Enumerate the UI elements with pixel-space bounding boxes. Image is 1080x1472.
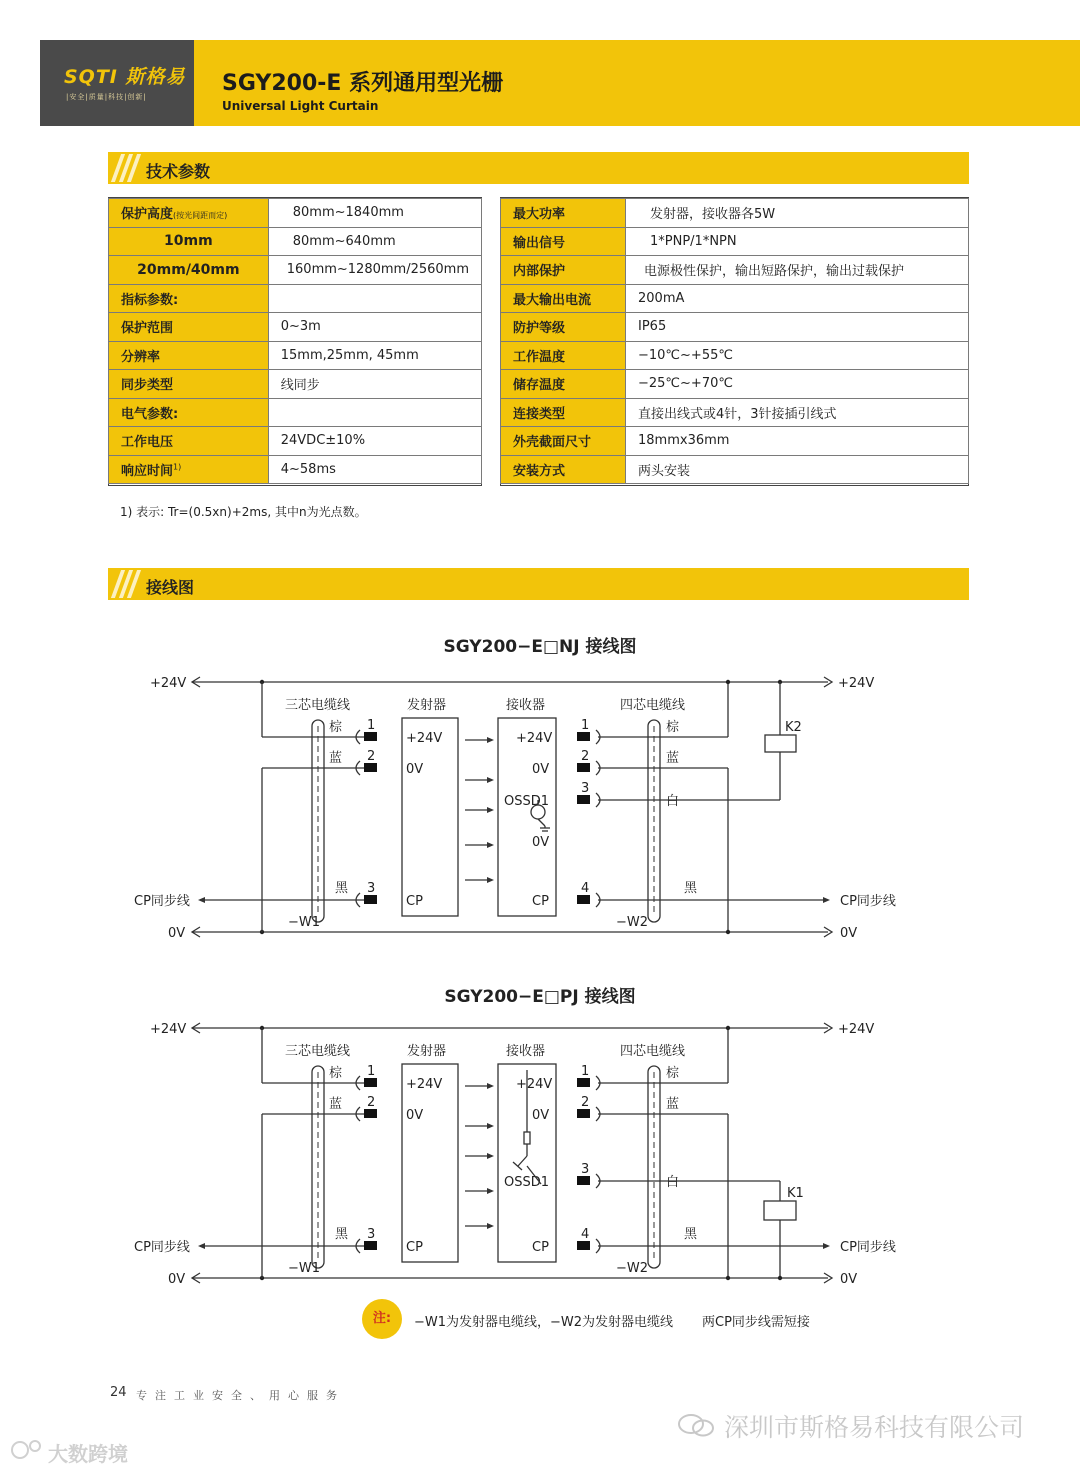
arrow-head-icon (487, 1083, 494, 1089)
pin-icon (577, 1176, 590, 1185)
spec-key: 最大输出电流 (501, 284, 626, 313)
specs-right-table (500, 198, 969, 484)
receiver-terminal-24v: +24V (516, 1077, 553, 1092)
table-row (501, 398, 969, 427)
receiver-terminal-0v: 0V (532, 762, 550, 777)
table-row (109, 341, 482, 370)
arrow-head-icon (487, 777, 494, 783)
label-brown-right: 棕 (666, 720, 680, 735)
junction-dot (726, 680, 730, 684)
pin-icon (577, 895, 590, 904)
spec-key: 最大功率 (501, 199, 626, 228)
pin-icon (577, 795, 590, 804)
pin-icon (577, 763, 590, 772)
spec-key: 连接类型 (501, 398, 626, 427)
label-receiver: 接收器 (506, 1044, 546, 1059)
label-cable3: 三芯电缆线 (285, 1044, 351, 1059)
pin-number: 1 (367, 718, 376, 733)
table-row (501, 341, 969, 370)
diagram-nj-title: SGY200−E□NJ 接线图 (443, 637, 637, 657)
section-wiring-label: 接线图 (146, 578, 195, 597)
spec-value: −10℃~+55℃ (626, 341, 969, 370)
label-brown-left: 棕 (329, 1066, 343, 1081)
emitter-box (402, 718, 458, 916)
arrow-head-icon (198, 1243, 205, 1249)
arrow-head-icon (487, 1188, 494, 1194)
table-row (501, 256, 969, 285)
spec-key: 外壳截面尺寸 (501, 427, 626, 456)
pin-number: 3 (367, 881, 376, 896)
spec-key: 防护等级 (501, 313, 626, 342)
table-row (501, 427, 969, 456)
arrow-head-icon (487, 842, 494, 848)
table-row (501, 199, 969, 228)
pin-icon (364, 763, 377, 772)
spec-value: 80mm~640mm (268, 227, 481, 256)
label-k2: K2 (785, 720, 802, 735)
watermark-company: 深圳市斯格易科技有限公司 (724, 1413, 1025, 1442)
receiver-terminal-ossd1: OSSD1 (504, 794, 550, 809)
table-row (501, 284, 969, 313)
label-cp-right: CP同步线 (840, 894, 896, 909)
emitter-terminal-cp: CP (406, 1240, 423, 1255)
table-row (501, 313, 969, 342)
pin-number: 2 (581, 1095, 590, 1110)
label-brown-left: 棕 (329, 720, 343, 735)
pin-number: 3 (367, 1227, 376, 1242)
spec-key: 电气参数: (109, 398, 269, 427)
spec-value: 线同步 (268, 370, 481, 399)
arrow-head-icon (487, 737, 494, 743)
note-text-cables: −W1为发射器电缆线，−W2为发射器电缆线 (414, 1315, 674, 1330)
spec-value: 15mm,25mm, 45mm (268, 341, 481, 370)
pin-number: 3 (581, 1162, 590, 1177)
logo (40, 40, 194, 126)
spec-value: 18mmx36mm (626, 427, 969, 456)
receiver-terminal-cp: CP (532, 894, 549, 909)
watermark-logo-icon (8, 1438, 48, 1462)
label-black-right: 黑 (684, 1227, 698, 1242)
spec-value (268, 284, 481, 313)
label-cp-right: CP同步线 (840, 1240, 896, 1255)
pin-number: 1 (581, 718, 590, 733)
arrow-head-icon (823, 897, 830, 903)
junction-dot (726, 1026, 730, 1030)
label-white: 白 (666, 1175, 680, 1190)
section-specs-bar (108, 152, 969, 184)
pin-icon (577, 1078, 590, 1087)
pin-number: 4 (581, 1227, 590, 1242)
spec-key: 同步类型 (109, 370, 269, 399)
resistor-icon (524, 1132, 530, 1144)
spec-value: IP65 (626, 313, 969, 342)
diagram-pj-title: SGY200−E□PJ 接线图 (444, 987, 636, 1007)
stripes-icon (112, 568, 142, 600)
pin-icon (577, 1109, 590, 1118)
label-w2: −W2 (616, 1261, 649, 1276)
spec-key: 内部保护 (501, 256, 626, 285)
spec-value: 电源极性保护，输出短路保护，输出过载保护 (626, 256, 969, 285)
receiver-terminal-0v: 0V (532, 1108, 550, 1123)
junction-dot (778, 1276, 782, 1280)
label-24v-left: +24V (150, 676, 187, 691)
arrow-head-icon (487, 807, 494, 813)
pin-icon (364, 1241, 377, 1250)
spec-key: 响应时间$^{1)}$ (109, 455, 269, 484)
page-subtitle: Universal Light Curtain (222, 99, 379, 113)
section-specs-label: 技术参数 (146, 162, 211, 181)
wiring-note (362, 1299, 1080, 1339)
spec-key: 保护高度(按光间距而定) (109, 199, 269, 228)
label-blue-left: 蓝 (329, 1097, 343, 1112)
page-title: SGY200-E 系列通用型光栅 (222, 71, 504, 96)
footer-slogan: 专注工业安全、用心服务 (136, 1389, 345, 1402)
label-0v-right: 0V (840, 1272, 858, 1287)
label-brown-right: 棕 (666, 1066, 680, 1081)
label-white: 白 (666, 794, 680, 809)
table-row (501, 455, 969, 484)
spec-value: 80mm~1840mm (268, 199, 481, 228)
table-row (109, 398, 482, 427)
table-row (501, 227, 969, 256)
section-wiring-bar (108, 568, 969, 600)
junction-dot (726, 930, 730, 934)
table-row (109, 256, 482, 285)
spec-value: 两头安装 (626, 455, 969, 484)
specs-left-table (108, 198, 482, 484)
pin-icon (364, 895, 377, 904)
relay-k2-icon (765, 735, 796, 752)
pin-icon (364, 1078, 377, 1087)
label-blue-left: 蓝 (329, 751, 343, 766)
receiver-terminal-24v: +24V (516, 731, 553, 746)
table-row (109, 284, 482, 313)
spec-value (268, 398, 481, 427)
spec-key: 分辨率 (109, 341, 269, 370)
label-black-left: 黑 (335, 881, 349, 896)
spec-key: 指标参数: (109, 284, 269, 313)
label-receiver: 接收器 (506, 698, 546, 713)
label-w2: −W2 (616, 915, 649, 930)
pin-number: 2 (581, 749, 590, 764)
spec-key: 输出信号 (501, 227, 626, 256)
receiver-terminal-0v-internal: 0V (532, 835, 550, 850)
label-black-left: 黑 (335, 1227, 349, 1242)
emitter-terminal-24v: +24V (406, 1077, 443, 1092)
pin-icon (364, 1109, 377, 1118)
pin-number: 2 (367, 749, 376, 764)
note-badge: 注: (362, 1299, 402, 1339)
arrow-head-icon (487, 1123, 494, 1129)
table-row (109, 313, 482, 342)
spec-key: 工作温度 (501, 341, 626, 370)
label-cable4: 四芯电缆线 (620, 1044, 686, 1059)
spec-key: 保护范围 (109, 313, 269, 342)
spec-key: 工作电压 (109, 427, 269, 456)
label-blue-right: 蓝 (666, 1097, 680, 1112)
pin-icon (577, 1241, 590, 1250)
pin-number: 2 (367, 1095, 376, 1110)
pin-number: 1 (367, 1064, 376, 1079)
spec-value: 160mm~1280mm/2560mm (268, 256, 481, 285)
label-0v-right: 0V (840, 926, 858, 941)
label-emitter: 发射器 (407, 1044, 447, 1059)
label-0v-left: 0V (168, 926, 186, 941)
spec-key: 安装方式 (501, 455, 626, 484)
watermark-left: 大数跨境 (48, 1442, 128, 1466)
label-cable3: 三芯电缆线 (285, 698, 351, 713)
stripes-icon (112, 152, 142, 184)
pin-number: 1 (581, 1064, 590, 1079)
emitter-terminal-0v: 0V (406, 1108, 424, 1123)
label-k1: K1 (787, 1186, 804, 1201)
spec-value: 24VDC±10% (268, 427, 481, 456)
receiver-terminal-cp: CP (532, 1240, 549, 1255)
arrow-head-icon (487, 1223, 494, 1229)
label-cp-left: CP同步线 (134, 894, 190, 909)
wiring-diagram-nj (0, 660, 1080, 950)
table-row (109, 427, 482, 456)
emitter-terminal-24v: +24V (406, 731, 443, 746)
label-0v-left: 0V (168, 1272, 186, 1287)
pin-number: 4 (581, 881, 590, 896)
receiver-box (498, 718, 556, 916)
spec-key: 20mm/40mm (109, 256, 269, 285)
label-w1: −W1 (288, 1261, 321, 1276)
label-emitter: 发射器 (407, 698, 447, 713)
label-blue-right: 蓝 (666, 751, 680, 766)
label-24v-right: +24V (838, 676, 875, 691)
wechat-icon (676, 1412, 716, 1438)
pin-icon (577, 732, 590, 741)
logo-text: SQTI 斯格易 (64, 66, 186, 88)
spec-value: 4~58ms (268, 455, 481, 484)
table-row (109, 199, 482, 228)
logo-tagline: |安全|质量|科技|创新| (66, 93, 147, 101)
table-row (109, 455, 482, 484)
junction-dot (726, 1276, 730, 1280)
spec-value: −25℃~+70℃ (626, 370, 969, 399)
wiring-diagram-pj (0, 1006, 1080, 1296)
table-row (109, 227, 482, 256)
label-cp-left: CP同步线 (134, 1240, 190, 1255)
spec-key: 储存温度 (501, 370, 626, 399)
arrow-head-icon (823, 1243, 830, 1249)
arrow-head-icon (487, 877, 494, 883)
receiver-terminal-ossd1: OSSD1 (504, 1175, 550, 1190)
pin-icon (364, 732, 377, 741)
spec-value: 200mA (626, 284, 969, 313)
table-row (501, 370, 969, 399)
label-24v-right: +24V (838, 1022, 875, 1037)
table-row (109, 370, 482, 399)
arrow-head-icon (487, 1153, 494, 1159)
spec-value: 直接出线式或4针，3针接插引线式 (626, 398, 969, 427)
page-number: 24 (110, 1385, 127, 1400)
header-bar (40, 40, 1080, 126)
emitter-terminal-0v: 0V (406, 762, 424, 777)
note-text-cp: 两CP同步线需短接 (702, 1315, 810, 1330)
spec-value: 发射器，接收器各5W (626, 199, 969, 228)
pin-number: 3 (581, 781, 590, 796)
label-black-right: 黑 (684, 881, 698, 896)
label-cable4: 四芯电缆线 (620, 698, 686, 713)
arrow-head-icon (198, 897, 205, 903)
spec-value: 0~3m (268, 313, 481, 342)
relay-k1-icon (764, 1201, 796, 1220)
emitter-terminal-cp: CP (406, 894, 423, 909)
label-24v-left: +24V (150, 1022, 187, 1037)
footnote: 1) 表示: Tr=(0.5xn)+2ms, 其中n为光点数。 (120, 505, 367, 519)
spec-value: 1*PNP/1*NPN (626, 227, 969, 256)
label-w1: −W1 (288, 915, 321, 930)
spec-key: 10mm (109, 227, 269, 256)
emitter-box (402, 1064, 458, 1262)
